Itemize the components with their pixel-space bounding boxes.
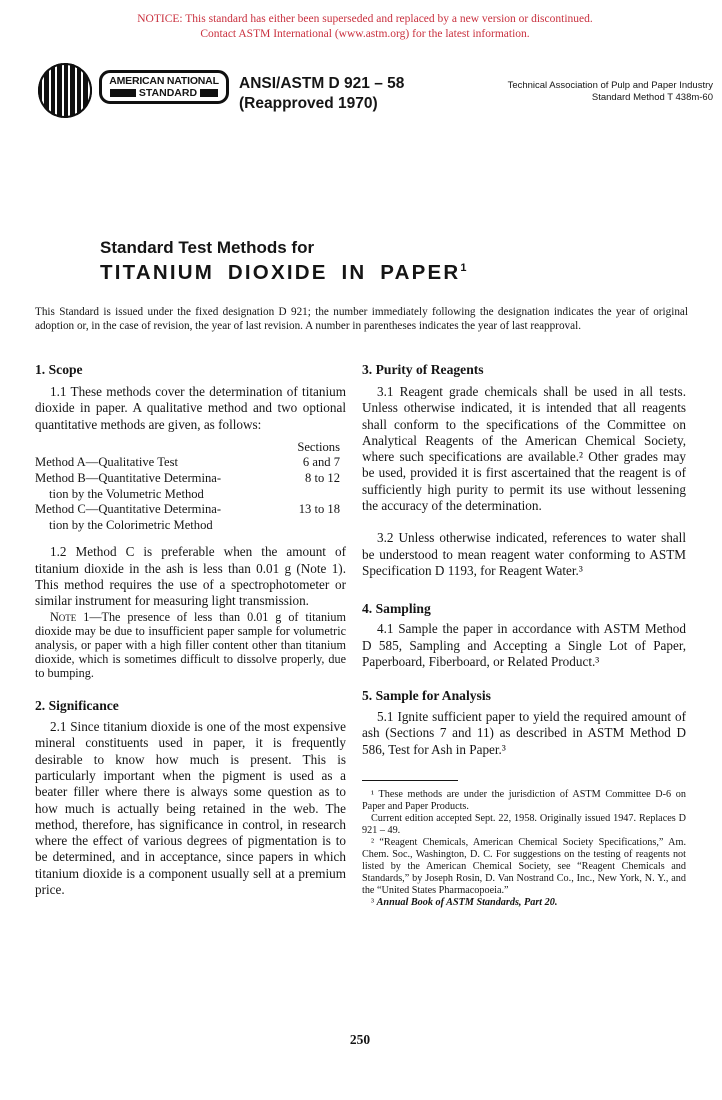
methods-sections-table [35,440,346,534]
standard-designation [239,74,404,114]
paragraph-3-2: 3.2 Unless otherwise indicated, references to water shall be understood to mean reagent water conforming to ASTM Specification D 1193, for Reagent Water.³ [362,530,686,578]
table-row [35,502,346,533]
paragraph-3-1: 3.1 Reagent grade chemicals shall be used in all tests. Unless otherwise indicated, it is intended that all reagents shall conform to the specifications of the Committee on Analytical Reagents of the American Chemical Society, where such specifications are available.² Other grades may be used, provided it is first ascertained that the reagent is of sufficiently high purity to permit its use without lessening the accuracy of the determination. [362,384,686,514]
badge-line-2-row [116,87,212,99]
supersession-notice [35,12,695,41]
footnote-1-edition: Current edition accepted Sept. 22, 1958. Originally issued 1947. Replaces D 921 – 49. [362,813,686,837]
note-1-text: —The presence of less than 0.01 g of titanium dioxide may be due to insufficient paper sample for volumetric analysis, or paper with a high filler content other than titanium dioxide, which is sometimes difficult to dissolve properly, due to bumping. [35,609,347,681]
method-b-label [35,471,286,502]
section-5-heading: 5. Sample for Analysis [362,688,491,704]
paragraph-1-2: 1.2 Method C is preferable when the amount of titanium dioxide in the ash is less than 0.01 g (Note 1). This method requires the use of a spectrophotometer or similar instrument for measuring light transmission. [35,544,346,609]
left-column [35,362,346,898]
section-3-heading: 3. Purity of Reagents [362,362,484,377]
tappi-line-1: Technical Association of Pulp and Paper Industry [507,80,713,91]
footnote-rule [362,780,458,781]
paragraph-2-1: 2.1 Since titanium dioxide is one of the most expensive mineral constituents used in paper, it is frequently desirable to know how much is present. This is particularly important when the pigment is used as a beater filler where there is always some question as to how much is actually being retained in the web. The method, therefore, has significance in control, in research where the effect of various degrees of pigmentation is to be determined, and in acceptance, since papers in which titanium dioxide is a component usually sell at a premium price. [35,719,346,898]
footnote-3-rest: , Part 20. [518,897,558,909]
footnote-2: ² “Reagent Chemicals, American Chemical Society Specifications,” Am. Chem. Soc., Washington, D. C. For suggestions on the testing of reagents not listed by the American Chemical Society, see “Reagent Chemicals and Standards,” by Joseph Rosin, D. Van Nostrand Co., Inc., New York, N. Y., and the “United States Pharmacopoeia.” [362,837,686,897]
method-a-sections: 6 and 7 [302,455,340,470]
right-column [362,362,686,909]
designation-reapproved: (Reapproved 1970) [239,95,378,112]
method-c-sections: 13 to 18 [298,502,340,517]
astm-logo [38,63,92,118]
paragraph-4-1: 4.1 Sample the paper in accordance with ASTM Method D 585, Sampling and Accepting a Single Lot of Paper, Paperboard, Fiberboard, or Related Product.³ [362,621,686,669]
footnote-3-title: Annual Book of ASTM Standards [376,897,519,909]
badge-bar-left [110,89,136,97]
tappi-credit [508,80,713,104]
issuance-paragraph: This Standard is issued under the fixed designation D 921; the number immediately following the designation indicates the year of original adoption or, in the case of revision, the year of last revision. A number in parentheses indicates the year of last reapproval. [35,306,688,333]
section-2-heading: 2. Significance [35,698,119,714]
american-national-standard-badge [99,70,229,104]
footnotes-block [362,780,686,909]
footnote-1: ¹ These methods are under the jurisdiction of ASTM Committee D-6 on Paper and Paper Products. [362,789,686,813]
method-c-label-line-1: Method C—Quantitative Determina- [35,502,222,517]
method-b-sections: 8 to 12 [305,471,340,486]
badge-bar-right [200,89,218,97]
designation-number: ANSI/ASTM D 921 – 58 [239,75,405,92]
table-row [35,455,346,471]
footnote-3 [362,897,686,909]
note-1 [35,610,346,680]
doc-title-text: TITANIUM DIOXIDE IN PAPER [100,261,461,284]
doc-title-kicker: Standard Test Methods for [100,238,315,257]
method-a-label: Method A—Qualitative Test [35,455,178,470]
note-1-label: Note 1 [50,609,90,624]
method-c-label [35,502,286,533]
method-b-label-line-2: tion by the Volumetric Method [49,486,204,501]
badge-line-2: STANDARD [138,87,198,99]
table-row [35,471,346,502]
footnote-3-marker: ³ [371,897,377,909]
tappi-line-2: Standard Method T 438m-60 [591,92,713,103]
doc-title-footnote-marker: 1 [460,262,467,275]
page-number: 250 [349,1032,371,1047]
badge-line-1: AMERICAN NATIONAL [109,75,219,87]
section-4-heading: 4. Sampling [362,601,431,617]
doc-title [100,261,467,285]
notice-line-1: NOTICE: This standard has either been superseded and replaced by a new version or discontinued. [137,13,593,25]
section-1-heading: 1. Scope [35,362,83,377]
paragraph-1-1: 1.1 These methods cover the determination of titanium dioxide in paper. A qualitative method and two optional quantitative methods are given, as follows: [35,384,346,432]
notice-line-2: Contact ASTM International (www.astm.org) for the latest information. [200,27,530,40]
sections-column-header: Sections [297,439,340,454]
method-c-label-line-2: tion by the Colorimetric Method [49,517,213,532]
method-b-label-line-1: Method B—Quantitative Determina- [35,471,222,486]
paragraph-5-1: 5.1 Ignite sufficient paper to yield the required amount of ash (Sections 7 and 11) as described in ASTM Method D 586, Test for Ash in Paper.³ [362,709,686,757]
